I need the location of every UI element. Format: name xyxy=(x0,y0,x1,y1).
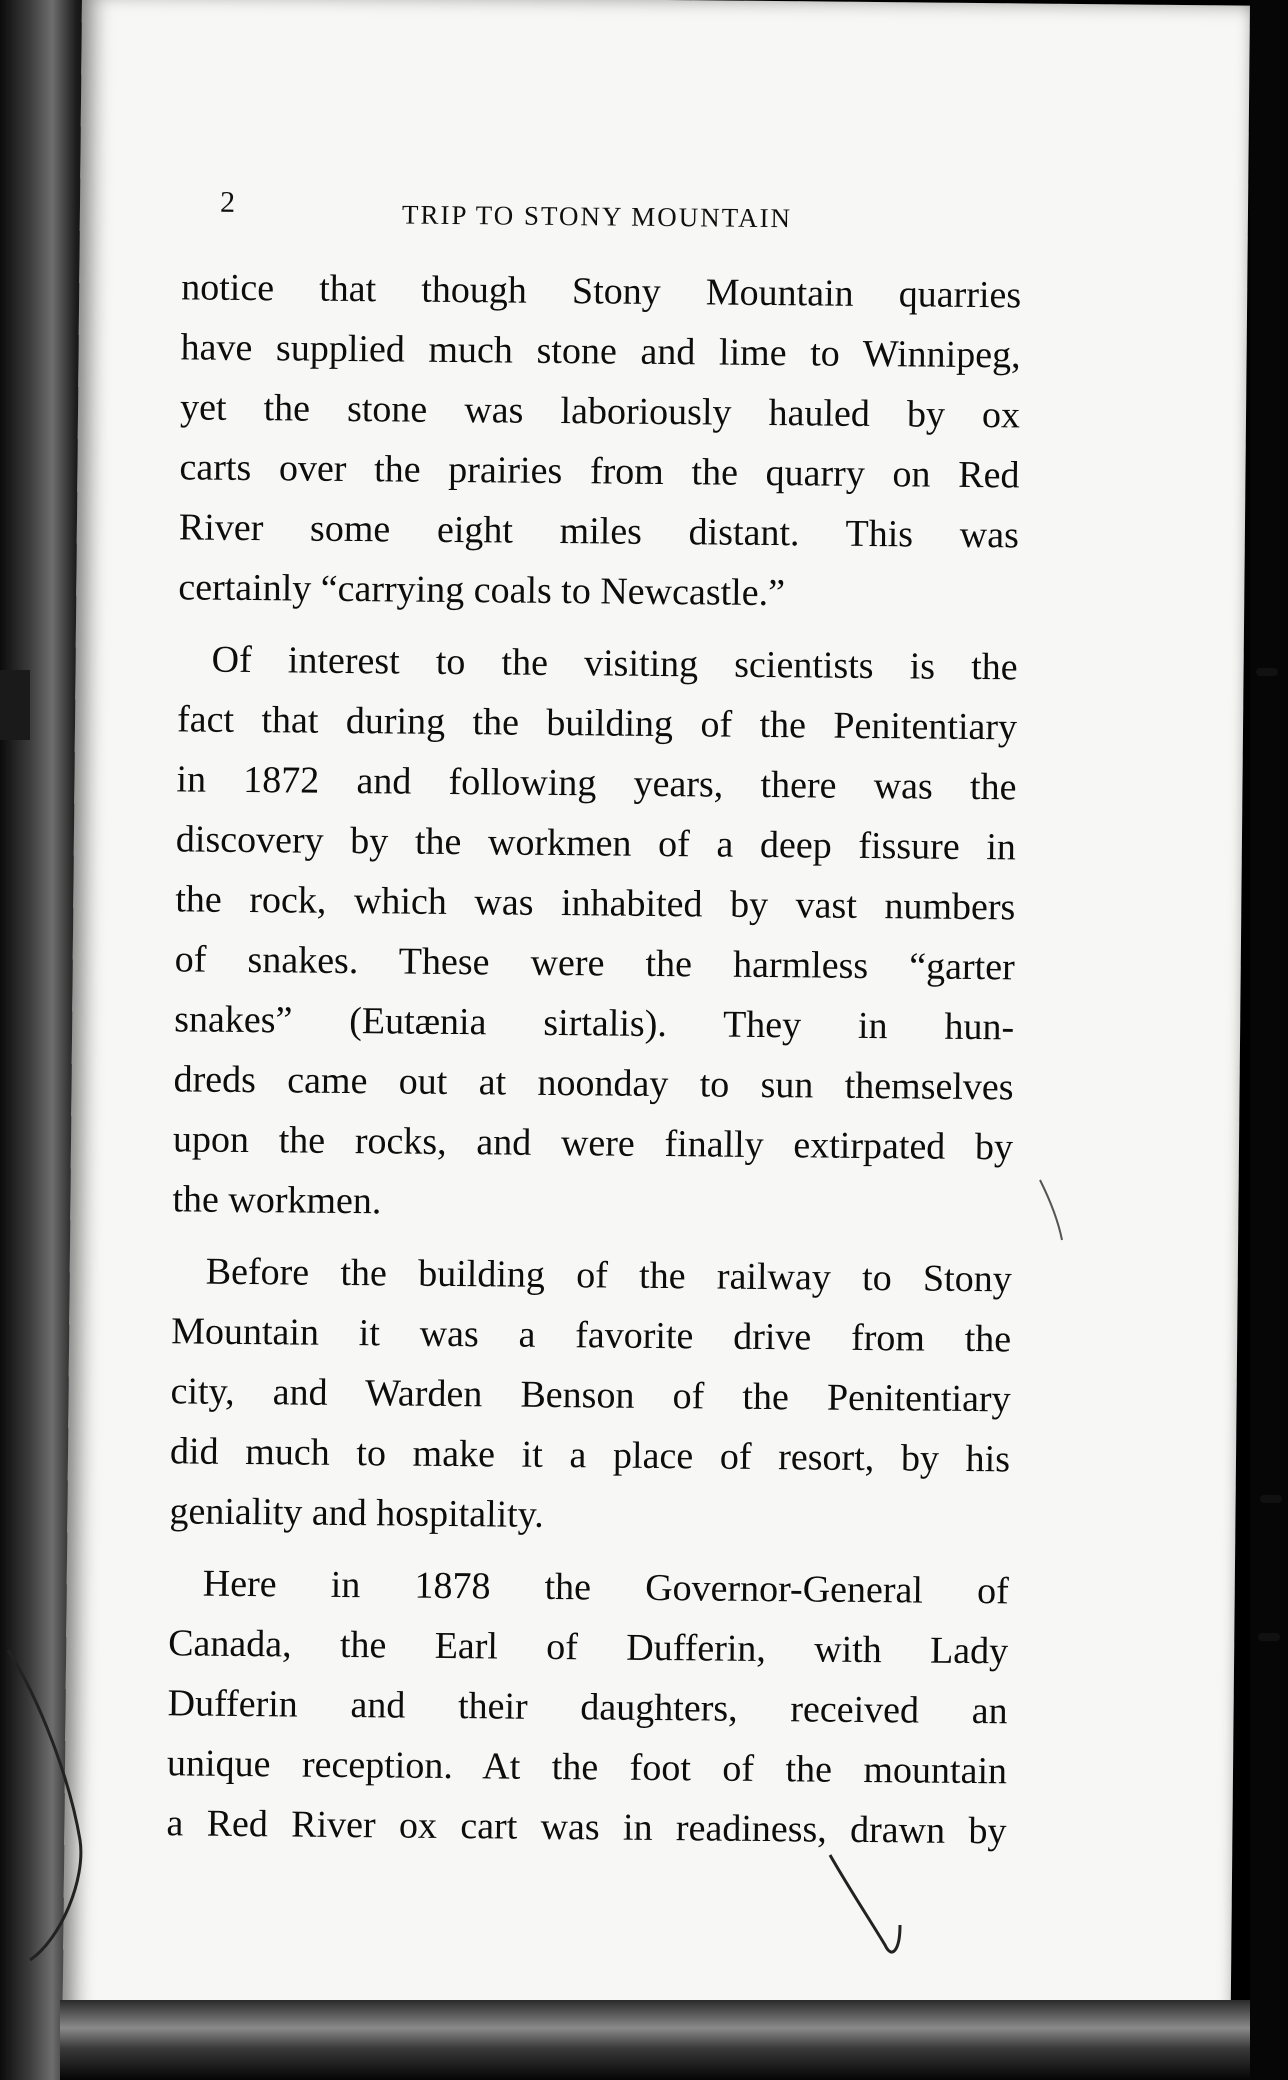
paragraph-1 xyxy=(178,257,1021,625)
text-line: did much to make it a place of resort, by his xyxy=(169,1430,1011,1481)
text-line: snakes” (Eutænia sirtalis). They in hun- xyxy=(173,998,1015,1049)
text-line: the workmen. xyxy=(172,1178,382,1223)
text-line: unique reception. At the foot of the mountain xyxy=(166,1742,1008,1793)
text-line: carts over the prairies from the quarry on Red xyxy=(179,446,1020,497)
page-bottom-edge xyxy=(60,2000,1250,2080)
body-text xyxy=(166,257,1021,1861)
text-line: dreds came out at noonday to sun themselves xyxy=(173,1058,1014,1109)
text-line: Dufferin and their daughters, received an xyxy=(167,1682,1008,1733)
binding-edge xyxy=(1250,0,1288,2080)
text-line: fact that during the building of the Penitentiary xyxy=(176,698,1018,749)
page-header xyxy=(220,186,1020,234)
text-line: River some eight miles distant. This was xyxy=(178,506,1020,557)
text-line: discovery by the workmen of a deep fissure in xyxy=(175,818,1017,869)
text-line: geniality and hospitality. xyxy=(169,1490,544,1536)
text-line: in 1872 and following years, there was the xyxy=(176,758,1017,809)
paragraph-4 xyxy=(166,1553,1009,1861)
book-page xyxy=(63,0,1250,2036)
text-line: city, and Warden Benson of the Penitentiary xyxy=(170,1370,1011,1421)
text-line: yet the stone was laboriously hauled by ox xyxy=(179,386,1021,437)
edge-mark xyxy=(1256,668,1278,676)
paragraph-3 xyxy=(169,1241,1012,1549)
text-line: a Red River ox cart was in readiness, drawn by xyxy=(166,1802,1007,1853)
text-line: Mountain it was a favorite drive from the xyxy=(170,1310,1012,1361)
text-line: the rock, which was inhabited by vast numbers xyxy=(175,878,1016,929)
text-line: of snakes. These were the harmless “garter xyxy=(174,938,1015,989)
text-line: Before the building of the railway to Stony xyxy=(205,1250,1012,1301)
text-line: Of interest to the visiting scientists is the xyxy=(211,638,1018,689)
spine-shadow xyxy=(0,670,30,740)
running-head: TRIP TO STONY MOUNTAIN xyxy=(401,199,793,234)
text-line: upon the rocks, and were finally extirpated by xyxy=(172,1118,1014,1169)
edge-mark xyxy=(1260,1495,1282,1503)
paragraph-2 xyxy=(172,629,1018,1237)
text-line: certainly “carrying coals to Newcastle.” xyxy=(178,566,786,615)
text-line: Here in 1878 the Governor-General of xyxy=(202,1562,1009,1613)
text-line: Canada, the Earl of Dufferin, with Lady xyxy=(168,1622,1009,1673)
text-line: have supplied much stone and lime to Winnipeg, xyxy=(180,326,1021,377)
edge-mark xyxy=(1258,1633,1280,1641)
page-number: 2 xyxy=(219,185,236,219)
text-line: notice that though Stony Mountain quarries xyxy=(181,266,1022,317)
